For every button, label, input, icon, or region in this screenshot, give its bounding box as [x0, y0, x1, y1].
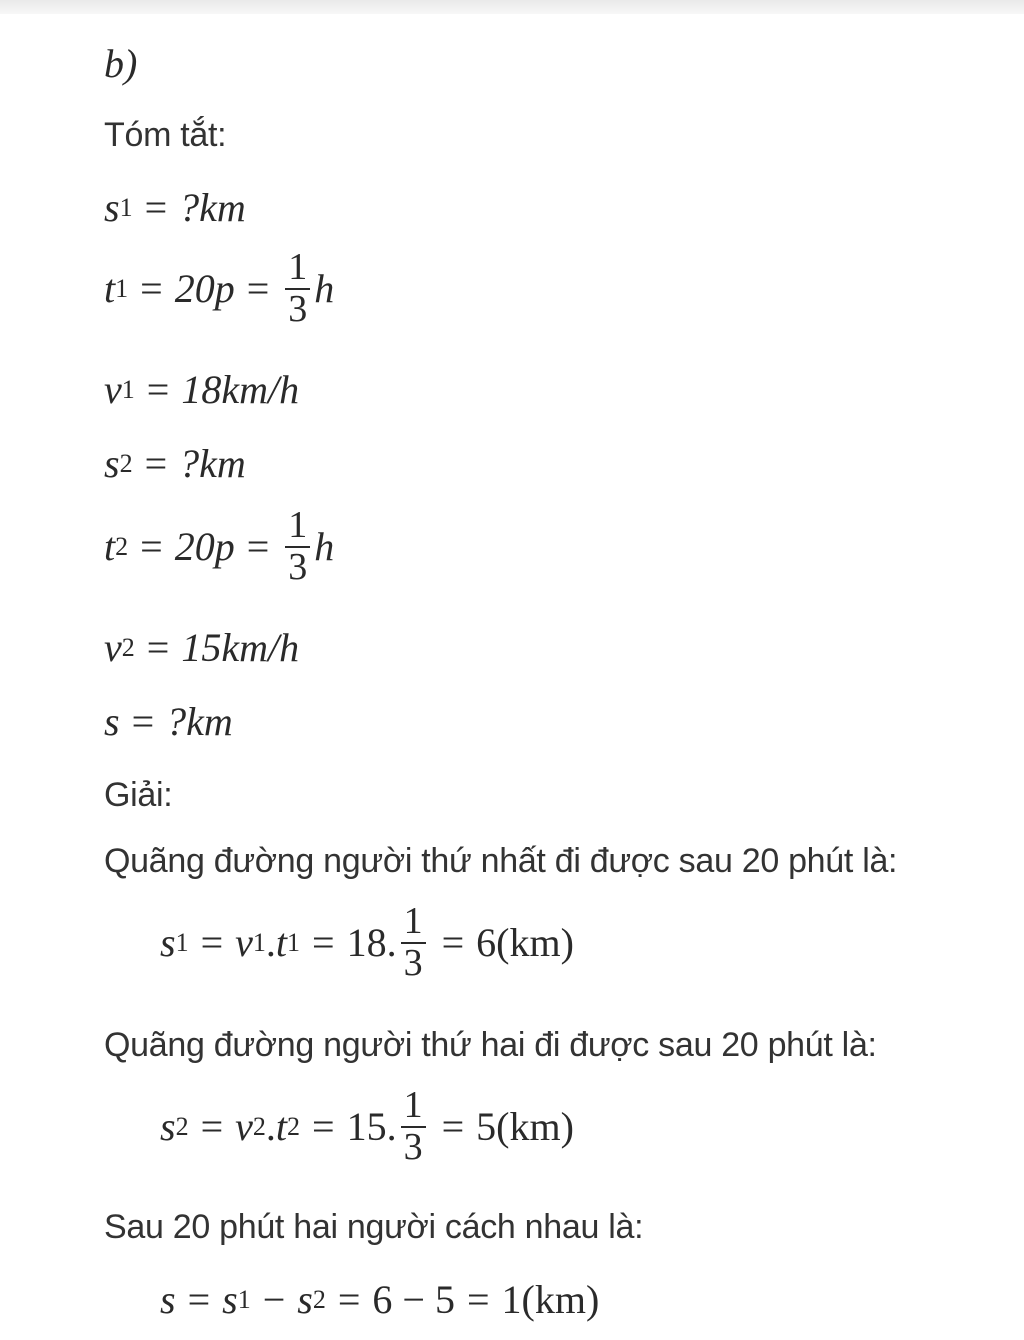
- final-equation: s = s 1 − s 2 = 6 − 5 = 1(km): [160, 1277, 600, 1322]
- step-1-equation: s 1 = v 1 . t 1 = 18. $\frac{1}{3}$ = 6(km): [160, 900, 574, 984]
- given-v2: v 2 = 15km/h: [104, 625, 300, 670]
- step-1-text: Quãng đường người thứ nhất đi được sau 20 phút là:: [104, 842, 898, 880]
- fraction: $\frac{1}{3}$: [401, 902, 426, 984]
- given-s: s = ?km: [104, 699, 233, 744]
- step-2-equation: s 2 = v 2 . t 2 = 15. $\frac{1}{3}$ = 5(km): [160, 1084, 574, 1168]
- given-s2: s 2 = ?km: [104, 441, 246, 486]
- fraction: $\frac{1}{3}$: [401, 1086, 426, 1168]
- part-label: b): [104, 41, 138, 86]
- given-t2: t 2 = 20p = $\frac{1}{3}$ h: [104, 504, 335, 588]
- given-t1: t 1 = 20p = $\frac{1}{3}$ h: [104, 246, 335, 330]
- solution-heading: Giải:: [104, 776, 173, 814]
- given-s1: s 1 = ?km: [104, 185, 246, 230]
- fraction: $\frac{1}{3}$: [285, 248, 310, 330]
- given-v1: v 1 = 18km/h: [104, 367, 300, 412]
- fraction: $\frac{1}{3}$: [285, 506, 310, 588]
- final-text: Sau 20 phút hai người cách nhau là:: [104, 1208, 644, 1246]
- summary-heading: Tóm tắt:: [104, 116, 227, 154]
- top-strip: [0, 0, 1024, 14]
- step-2-text: Quãng đường người thứ hai đi được sau 20 phút là:: [104, 1026, 877, 1064]
